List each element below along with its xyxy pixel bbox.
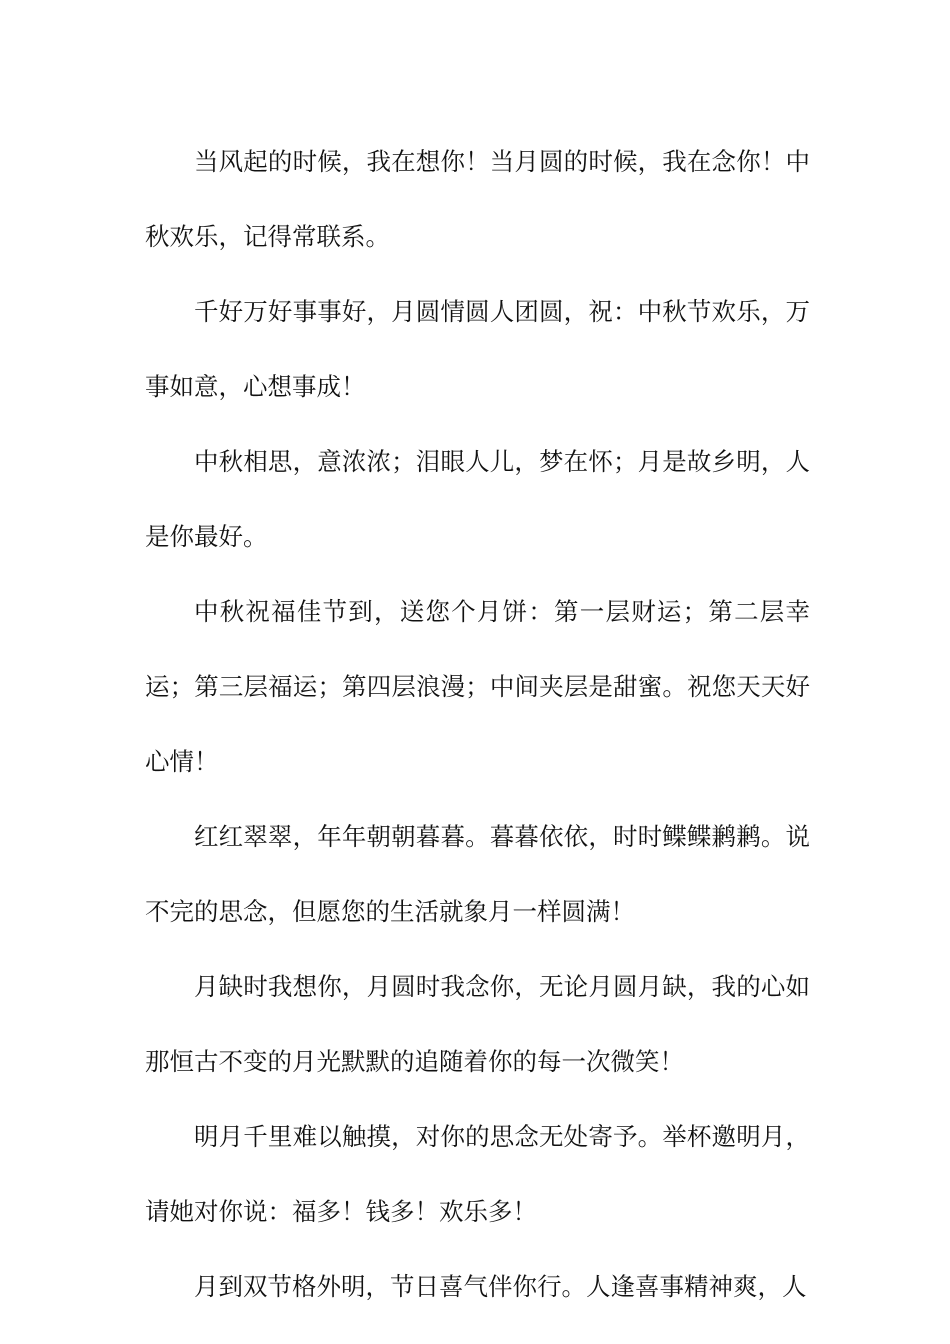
paragraph-8: 月到双节格外明，节日喜气伴你行。人逢喜事精神爽，人 (194, 1272, 807, 1301)
paragraph-1: 当风起的时候，我在想你！当月圆的时候，我在念你！中秋欢乐，记得常联系。 (145, 147, 810, 251)
paragraph-4: 中秋祝福佳节到，送您个月饼：第一层财运；第二层幸运；第三层福运；第四层浪漫；中间夹层是甜蜜。祝您天天好心情！ (145, 597, 810, 776)
paragraph-3: 中秋相思，意浓浓；泪眼人儿，梦在怀；月是故乡明，人是你最好。 (145, 447, 810, 551)
document-body (145, 124, 810, 1324)
paragraph-2: 千好万好事事好，月圆情圆人团圆，祝：中秋节欢乐，万事如意，心想事成！ (145, 297, 810, 401)
paragraph-7: 明月千里难以触摸，对你的思念无处寄予。举杯邀明月，请她对你说：福多！钱多！欢乐多！ (145, 1122, 810, 1226)
paragraph-5: 红红翠翠，年年朝朝暮暮。暮暮依依，时时鲽鲽鹣鹣。说不完的思念，但愿您的生活就象月一样圆满！ (145, 822, 810, 926)
paragraph-6: 月缺时我想你，月圆时我念你，无论月圆月缺，我的心如那恒古不变的月光默默的追随着你的每一次微笑！ (145, 972, 810, 1076)
